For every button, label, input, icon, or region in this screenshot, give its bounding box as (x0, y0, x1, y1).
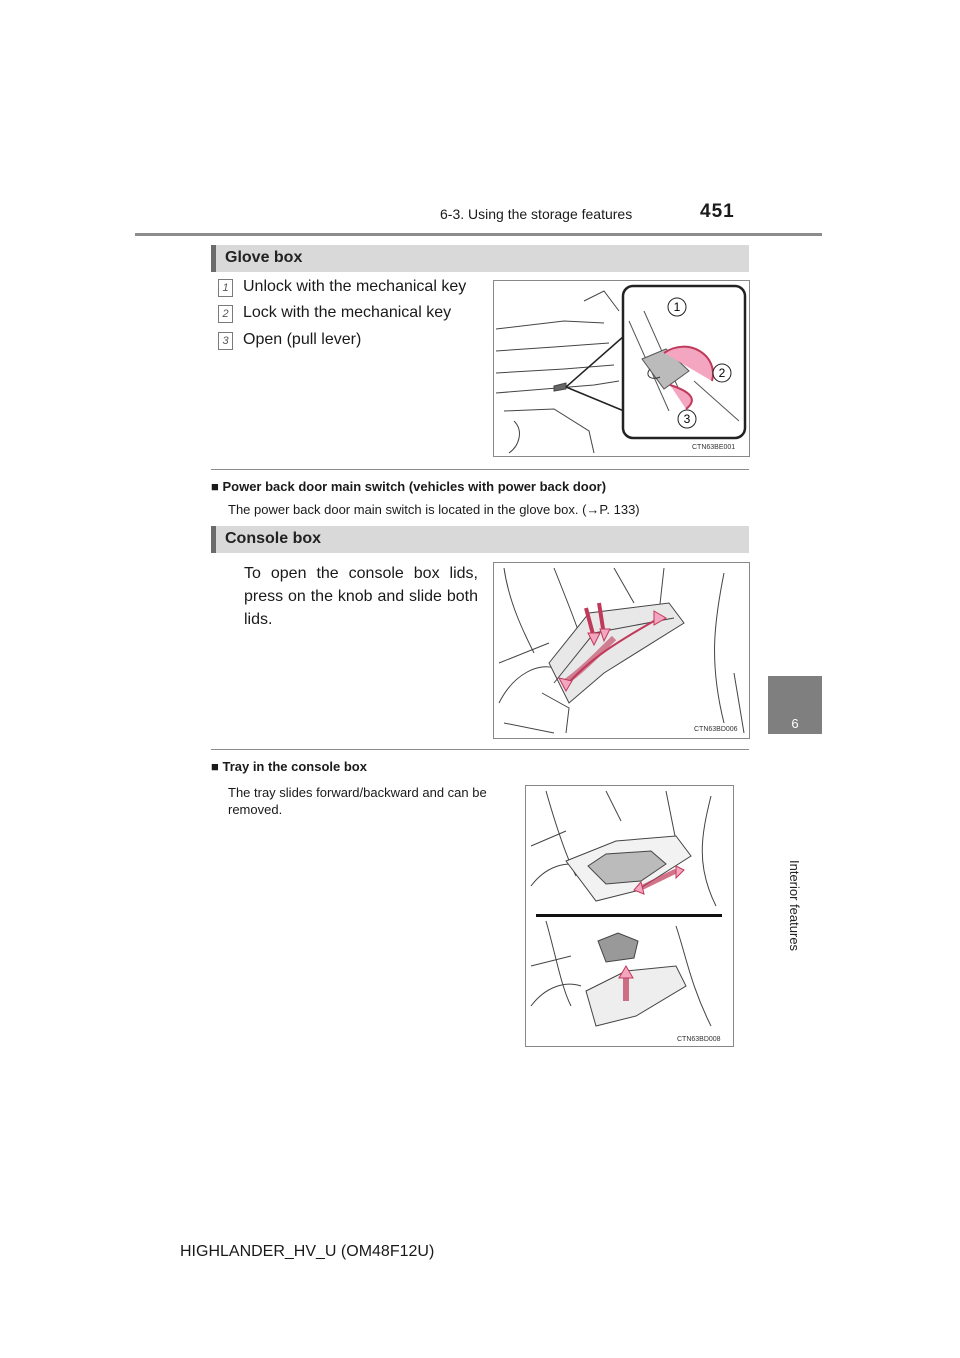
model-footer: HIGHLANDER_HV_U (OM48F12U) (180, 1243, 435, 1260)
glove-box-title: Glove box (225, 249, 303, 266)
power-back-door-heading: ■ Power back door main switch (vehicles with power back door) (211, 479, 607, 494)
header-rule (135, 233, 822, 236)
tray-heading: ■ Tray in the console box (211, 759, 367, 774)
callout-1: 1 (673, 300, 681, 314)
callout-3: 3 (683, 412, 691, 426)
tray-text: The tray slides forward/backward and can be removed. (228, 785, 487, 817)
page-number: 451 (700, 201, 735, 222)
figure-code: CTN63BE001 (692, 444, 736, 451)
item-number-badge: 1 (218, 279, 233, 297)
section-title: 6-3. Using the storage features (440, 206, 633, 222)
glove-item-unlock: Unlock with the mechanical key (243, 278, 467, 295)
console-box-title: Console box (225, 530, 322, 547)
callout-2: 2 (718, 366, 726, 380)
glove-box-heading (211, 245, 749, 272)
item-number-badge: 2 (218, 305, 233, 323)
glove-item-lock: Lock with the mechanical key (243, 304, 452, 321)
figure-code: CTN63BD006 (694, 726, 738, 733)
section-divider (211, 469, 749, 470)
item-number-badge: 3 (218, 332, 233, 350)
figure-code: CTN63BD008 (677, 1036, 721, 1043)
glove-box-illustration (493, 280, 750, 457)
tray-illustration (525, 785, 734, 1047)
section-divider (211, 749, 749, 750)
chapter-tab[interactable]: 6 (768, 676, 822, 734)
console-box-illustration (493, 562, 750, 739)
power-back-door-text: The power back door main switch is located in the glove box. (→P. 133) (228, 502, 640, 517)
console-box-text: To open the console box lids, press on the knob and slide both lids. (244, 565, 478, 628)
glove-item-open: Open (pull lever) (243, 331, 362, 348)
console-box-heading (211, 526, 749, 553)
